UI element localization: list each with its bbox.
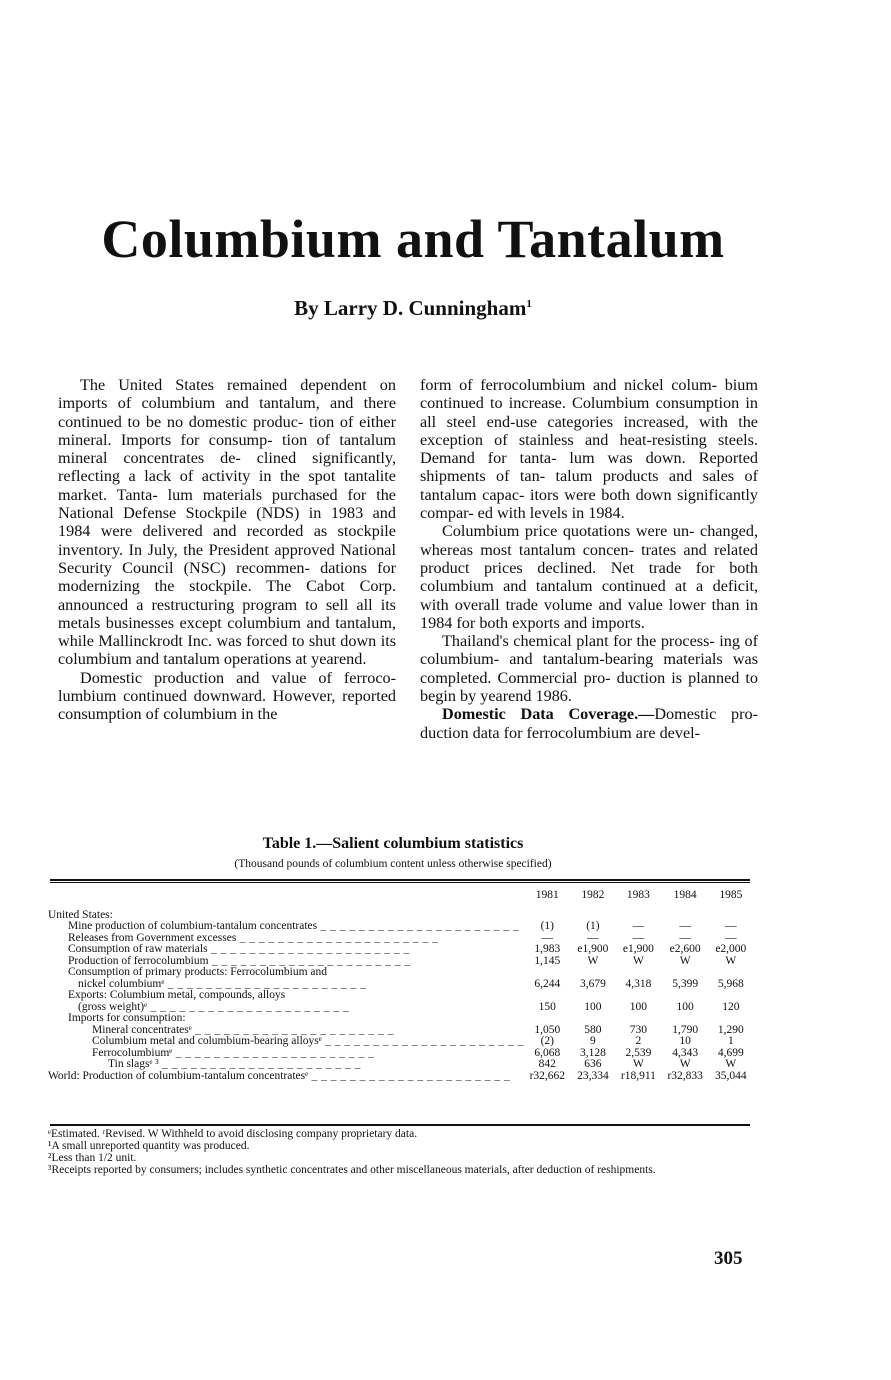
- table-cell: r32,833: [667, 1069, 703, 1082]
- table-cell: 100: [676, 1000, 694, 1013]
- paragraph-text: Domestic pro- duction data for ferrocolumbium are devel-: [420, 705, 758, 742]
- table-cell: 5,968: [717, 977, 744, 990]
- table-cell: 2,539: [625, 1046, 652, 1059]
- author-footnote-marker: 1: [526, 298, 532, 310]
- table-cell: —: [679, 931, 691, 944]
- table-top-rule-inner: [50, 882, 750, 883]
- table-cell: 1,983: [534, 943, 561, 955]
- table-cell: [662, 967, 709, 979]
- table-cell: 580: [584, 1023, 602, 1036]
- table-row: [48, 967, 753, 979]
- row-label-text: Tin slagsᵉ ³: [108, 1059, 159, 1070]
- year-header: 1983: [626, 889, 650, 901]
- byline: [0, 296, 826, 321]
- row-label: [48, 979, 524, 991]
- table-row: [48, 1036, 753, 1048]
- row-label-text: Production of ferrocolumbium: [68, 955, 209, 967]
- table-cell: [615, 967, 662, 979]
- table-cell: W: [679, 1058, 691, 1070]
- salient-statistics-table: [48, 886, 753, 1082]
- table-row: [48, 1071, 753, 1083]
- row-label: [48, 967, 524, 979]
- table-row: [48, 1048, 753, 1060]
- table-cell: [709, 1013, 753, 1025]
- table-cell: 120: [722, 1000, 740, 1013]
- dot-leader: _ _ _ _ _ _ _ _ _ _ _ _ _ _ _ _ _ _ _ _ _: [147, 1001, 350, 1013]
- table-cell: [571, 1013, 615, 1025]
- table-cell: —: [587, 931, 599, 944]
- table-row: [48, 944, 753, 956]
- row-label-text: Columbium metal and columbium-bearing alloysᵉ: [92, 1036, 322, 1047]
- author-name: By Larry D. Cunningham: [294, 296, 527, 320]
- dot-leader: _ _ _ _ _ _ _ _ _ _ _ _ _ _ _ _ _ _ _ _ _: [308, 1070, 511, 1082]
- table-cell: W: [632, 954, 644, 967]
- dot-leader: _ _ _ _ _ _ _ _ _ _ _ _ _ _ _ _ _ _ _ _ _: [208, 955, 411, 967]
- row-label-text: Mineral concentratesᵉ: [92, 1024, 192, 1036]
- table-caption: Table 1.—Salient columbium statistics: [262, 835, 524, 852]
- paragraph: Domestic production and value of ferroco- lumbium continued downward. However, reported consumption of columbium in the: [58, 668, 396, 724]
- year-header: 1985: [719, 889, 743, 901]
- table-row: [48, 1013, 753, 1025]
- table-row: [48, 910, 753, 922]
- table-row: [48, 1002, 753, 1014]
- table-top-rule: [50, 879, 750, 881]
- row-label: [48, 944, 524, 956]
- table-row: [48, 956, 753, 968]
- table-cell: —: [725, 920, 737, 932]
- row-label: [48, 933, 524, 945]
- paragraph: Columbium price quotations were un- changed, whereas most tantalum concen- trates and related product prices declined. Net trade for both columbium and tantalum continued at a deficit, with overall trade volume and value lower than in 1984 for both exports and imports.: [420, 522, 758, 632]
- table-header-row: [48, 886, 753, 910]
- table-cell: r32,662: [529, 1069, 566, 1082]
- paragraph: Thailand's chemical plant for the process- ing of columbium- and tantalum-bearing materials was completed. Commercial pro- duction is planned to begin by yearend 1986.: [420, 632, 758, 706]
- dot-leader: _ _ _ _ _ _ _ _ _ _ _ _ _ _ _ _ _ _ _ _ _: [207, 944, 410, 955]
- table-cell: 6,068: [534, 1046, 561, 1059]
- table-cell: 730: [629, 1023, 648, 1036]
- table-cell: —: [541, 931, 554, 944]
- table-cell: 3,128: [579, 1046, 606, 1059]
- dot-leader: _ _ _ _ _ _ _ _ _ _ _ _ _ _ _ _ _ _ _ _ _: [191, 1024, 394, 1036]
- table-cell: r18,911: [620, 1069, 656, 1082]
- table-row: [48, 979, 753, 991]
- table-cell: 6,244: [534, 977, 561, 990]
- table-row: [48, 1059, 753, 1071]
- table-cell: 23,334: [577, 1069, 609, 1082]
- table-cell: 1,790: [672, 1023, 699, 1036]
- table-footnotes: [48, 1128, 753, 1176]
- row-label: [48, 990, 524, 1002]
- table-row: [48, 921, 753, 933]
- article-title: Columbium and Tantalum: [101, 209, 725, 269]
- table-cell: e1,900: [577, 943, 609, 955]
- table-cell: [709, 967, 753, 979]
- table-subcaption: (Thousand pounds of columbium content unless otherwise specified): [234, 858, 552, 870]
- dot-leader: _ _ _ _ _ _ _ _ _ _ _ _ _ _ _ _ _ _ _ _ _: [158, 1059, 361, 1070]
- table-cell: (2): [540, 1035, 554, 1047]
- table-cell: W: [725, 1058, 737, 1070]
- table-bottom-rule: [50, 1124, 750, 1126]
- table-cell: (1): [586, 920, 600, 932]
- table-cell: W: [632, 1058, 644, 1070]
- table-cell: 35,044: [715, 1069, 747, 1082]
- table-row: [48, 990, 753, 1002]
- table-header-blank: [48, 886, 524, 910]
- dot-leader: _ _ _ _ _ _ _ _ _ _ _ _ _ _ _ _ _ _ _ _ _: [164, 978, 367, 990]
- year-header: 1981: [535, 889, 559, 901]
- row-label: [48, 1048, 524, 1060]
- dot-leader: _ _ _ _ _ _ _ _ _ _ _ _ _ _ _ _ _ _ _ _ _: [236, 932, 439, 944]
- table-cell: [524, 967, 571, 979]
- table-cell: 10: [679, 1035, 691, 1047]
- row-label-text: Releases from Government excesses: [68, 932, 237, 944]
- row-label-text: Ferrocolumbiumᵉ: [92, 1047, 173, 1059]
- row-label-text: nickel columbiumᵉ: [78, 978, 165, 990]
- table-cell: 842: [538, 1058, 556, 1070]
- row-label: [48, 1036, 524, 1048]
- table-cell: [571, 990, 615, 1002]
- table-cell: 4,318: [625, 977, 652, 990]
- footnote: ²Less than 1/2 unit.: [48, 1152, 137, 1164]
- paragraph: form of ferrocolumbium and nickel colum- bium continued to increase. Columbium consumption in all steel end-use categories increased, with the exception of stainless and heat-resisting steels. Demand for tanta- lum was down. Reported shipments of tan- talum products and sales of tantalum capac- itors were both down significantly compar- ed with levels in 1984.: [420, 376, 758, 523]
- body-column-right: [420, 376, 758, 742]
- table-cell: 4,343: [672, 1046, 699, 1059]
- row-label: [48, 921, 524, 933]
- row-label-text: World: Production of columbium-tantalum concentratesᵉ: [48, 1070, 309, 1082]
- paragraph: The United States remained dependent on imports of columbium and tantalum, and there continued to be no domestic produc- tion of either mineral. Imports for consump- tion of tantalum mineral concentrates de- clined significantly, reflecting a lack of activity in the spot tantalite market. Tanta- lum materials purchased for the National Defense Stockpile (NDS) in 1983 and 1984 were delivered and recorded as stockpile inventory. In July, the President approved National Security Council (NSC) recommen- dations for modernizing the stockpile. The Cabot Corp. announced a restructuring program to sell all its metals businesses except columbium and tantalum, while Mallinckrodt Inc. was forced to shut down its columbium and tantalum operations at yearend.: [58, 376, 396, 669]
- row-label: [48, 910, 524, 922]
- table-cell: 3,679: [579, 977, 606, 990]
- table-cell: —: [632, 931, 645, 944]
- row-label: [48, 956, 524, 968]
- dot-leader: _ _ _ _ _ _ _ _ _ _ _ _ _ _ _ _ _ _ _ _ _: [321, 1036, 524, 1047]
- table-cell: [662, 1013, 709, 1025]
- table-row: [48, 1025, 753, 1037]
- table-cell: 1,290: [717, 1023, 744, 1036]
- table-cell: (1): [540, 920, 554, 932]
- year-header: 1982: [581, 889, 605, 901]
- table-cell: e2,600: [669, 943, 701, 955]
- row-label-text: Mine production of columbium-tantalum concentrates: [68, 921, 318, 932]
- table-cell: W: [679, 954, 691, 967]
- dot-leader: _ _ _ _ _ _ _ _ _ _ _ _ _ _ _ _ _ _ _ _ _: [317, 921, 520, 932]
- table-cell: [709, 990, 753, 1002]
- table-cell: 2: [635, 1035, 642, 1047]
- table-cell: 9: [590, 1035, 596, 1047]
- table-cell: [615, 990, 662, 1002]
- section-runin-heading: Domestic Data Coverage.—: [442, 705, 655, 724]
- row-label-text: Imports for consumption:: [68, 1013, 186, 1024]
- row-label: [48, 1013, 524, 1025]
- page-number: 305: [714, 1248, 743, 1269]
- paragraph: [420, 705, 758, 742]
- row-label: [48, 1059, 524, 1071]
- table-cell: e2,000: [715, 943, 747, 955]
- row-label-text: Exports: Columbium metal, compounds, alloys: [68, 990, 286, 1001]
- table-cell: 1,050: [534, 1023, 561, 1036]
- row-label-text: Consumption of raw materials: [68, 944, 208, 955]
- footnote: ³Receipts reported by consumers; includes synthetic concentrates and other miscellaneous materials, after deduction of reshipments.: [48, 1164, 656, 1176]
- table-cell: 5,399: [672, 977, 699, 990]
- year-header: 1984: [673, 889, 697, 901]
- row-label-text: (gross weight)ᵉ: [78, 1001, 148, 1013]
- table-cell: e1,900: [622, 943, 654, 955]
- table-cell: 4,699: [717, 1046, 744, 1059]
- footnote: ¹A small unreported quantity was produced.: [48, 1140, 250, 1152]
- table-cell: [662, 990, 709, 1002]
- dot-leader: _ _ _ _ _ _ _ _ _ _ _ _ _ _ _ _ _ _ _ _ _: [172, 1047, 375, 1059]
- row-label: [48, 1002, 524, 1014]
- table-cell: W: [725, 954, 737, 967]
- table-cell: [571, 967, 615, 979]
- table-cell: —: [725, 931, 737, 944]
- footnote: ᵉEstimated. ʳRevised. W Withheld to avoid disclosing company proprietary data.: [48, 1128, 418, 1140]
- table-cell: [615, 1013, 662, 1025]
- table-cell: 100: [629, 1000, 648, 1013]
- table-cell: W: [587, 954, 599, 967]
- table-cell: —: [679, 920, 691, 932]
- table-cell: [524, 1013, 571, 1025]
- table-cell: 100: [584, 1000, 602, 1013]
- table-cell: 636: [584, 1058, 602, 1070]
- table-cell: —: [632, 920, 645, 932]
- body-column-left: [58, 376, 396, 724]
- table-cell: 1,145: [534, 954, 561, 967]
- row-label: [48, 1025, 524, 1037]
- table-cell: [524, 990, 571, 1002]
- row-label-text: Consumption of primary products: Ferrocolumbium and: [68, 967, 328, 978]
- table-cell: 1: [727, 1035, 734, 1047]
- row-label-text: United States:: [48, 909, 113, 921]
- row-label: [48, 1071, 524, 1083]
- table-cell: 150: [538, 1000, 556, 1013]
